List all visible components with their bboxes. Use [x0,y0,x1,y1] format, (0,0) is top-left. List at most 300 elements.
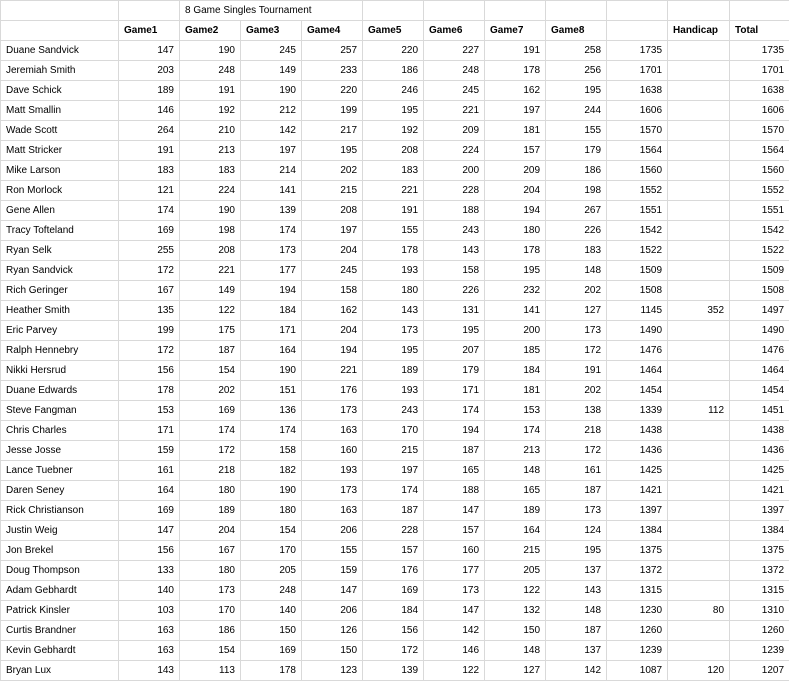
game-score-cell[interactable]: 204 [485,181,546,201]
game-score-cell[interactable]: 215 [363,441,424,461]
player-name-cell[interactable]: Doug Thompson [1,561,119,581]
game-score-cell[interactable]: 245 [424,81,485,101]
game-score-cell[interactable]: 217 [302,121,363,141]
game-score-cell[interactable]: 163 [119,621,180,641]
player-name-cell[interactable]: Duane Edwards [1,381,119,401]
game-score-cell[interactable]: 221 [180,261,241,281]
game-score-cell[interactable]: 193 [363,261,424,281]
game-score-cell[interactable]: 207 [424,341,485,361]
game-score-cell[interactable]: 190 [241,81,302,101]
total-cell[interactable]: 1564 [730,141,789,161]
subtotal-cell[interactable]: 1260 [607,621,668,641]
subtotal-cell[interactable]: 1230 [607,601,668,621]
game-score-cell[interactable]: 188 [424,201,485,221]
player-name-cell[interactable]: Ryan Sandvick [1,261,119,281]
subtotal-cell[interactable]: 1701 [607,61,668,81]
total-cell[interactable]: 1454 [730,381,789,401]
subtotal-cell[interactable]: 1438 [607,421,668,441]
game-score-cell[interactable]: 210 [180,121,241,141]
player-name-cell[interactable]: Eric Parvey [1,321,119,341]
game-score-cell[interactable]: 202 [180,381,241,401]
game-score-cell[interactable]: 131 [424,301,485,321]
subtotal-cell[interactable]: 1384 [607,521,668,541]
game-score-cell[interactable]: 148 [485,641,546,661]
game-score-cell[interactable]: 155 [302,541,363,561]
game-score-cell[interactable]: 172 [546,441,607,461]
total-cell[interactable]: 1372 [730,561,789,581]
game-score-cell[interactable]: 194 [485,201,546,221]
game-score-cell[interactable]: 245 [302,261,363,281]
game-score-cell[interactable]: 213 [180,141,241,161]
game-score-cell[interactable]: 137 [546,561,607,581]
subtotal-cell[interactable]: 1372 [607,561,668,581]
subtotal-cell[interactable]: 1509 [607,261,668,281]
game-score-cell[interactable]: 246 [363,81,424,101]
game-score-cell[interactable]: 191 [180,81,241,101]
header-name[interactable] [1,21,119,41]
game-score-cell[interactable]: 192 [180,101,241,121]
game-score-cell[interactable]: 169 [119,221,180,241]
game-score-cell[interactable]: 147 [424,601,485,621]
game-score-cell[interactable]: 264 [119,121,180,141]
game-score-cell[interactable]: 133 [119,561,180,581]
game-score-cell[interactable]: 248 [241,581,302,601]
game-score-cell[interactable]: 156 [363,621,424,641]
game-score-cell[interactable]: 174 [363,481,424,501]
game-score-cell[interactable]: 165 [485,481,546,501]
player-name-cell[interactable]: Matt Stricker [1,141,119,161]
game-score-cell[interactable]: 122 [485,581,546,601]
game-score-cell[interactable]: 187 [424,441,485,461]
game-score-cell[interactable]: 198 [546,181,607,201]
game-score-cell[interactable]: 189 [363,361,424,381]
player-name-cell[interactable]: Jesse Josse [1,441,119,461]
game-score-cell[interactable]: 200 [485,321,546,341]
player-name-cell[interactable]: Daren Seney [1,481,119,501]
game-score-cell[interactable]: 195 [424,321,485,341]
game-score-cell[interactable]: 195 [363,101,424,121]
game-score-cell[interactable]: 245 [241,41,302,61]
game-score-cell[interactable]: 212 [241,101,302,121]
game-score-cell[interactable]: 142 [546,661,607,681]
game-score-cell[interactable]: 197 [363,461,424,481]
game-score-cell[interactable]: 195 [485,261,546,281]
header-game7[interactable]: Game7 [485,21,546,41]
game-score-cell[interactable]: 228 [424,181,485,201]
game-score-cell[interactable]: 220 [363,41,424,61]
game-score-cell[interactable]: 195 [546,81,607,101]
game-score-cell[interactable]: 243 [363,401,424,421]
game-score-cell[interactable]: 159 [119,441,180,461]
handicap-cell[interactable] [668,361,730,381]
game-score-cell[interactable]: 141 [485,301,546,321]
total-cell[interactable]: 1397 [730,501,789,521]
total-cell[interactable]: 1315 [730,581,789,601]
handicap-cell[interactable] [668,281,730,301]
game-score-cell[interactable]: 197 [302,221,363,241]
game-score-cell[interactable]: 170 [363,421,424,441]
subtotal-cell[interactable]: 1551 [607,201,668,221]
game-score-cell[interactable]: 189 [180,501,241,521]
game-score-cell[interactable]: 221 [302,361,363,381]
total-cell[interactable]: 1464 [730,361,789,381]
subtotal-cell[interactable]: 1560 [607,161,668,181]
game-score-cell[interactable]: 194 [241,281,302,301]
subtotal-cell[interactable]: 1606 [607,101,668,121]
game-score-cell[interactable]: 155 [363,221,424,241]
game-score-cell[interactable]: 165 [424,461,485,481]
handicap-cell[interactable] [668,521,730,541]
header-total[interactable]: Total [730,21,789,41]
game-score-cell[interactable]: 226 [424,281,485,301]
game-score-cell[interactable]: 191 [546,361,607,381]
total-cell[interactable]: 1425 [730,461,789,481]
header-game6[interactable]: Game6 [424,21,485,41]
game-score-cell[interactable]: 124 [546,521,607,541]
game-score-cell[interactable]: 126 [302,621,363,641]
game-score-cell[interactable]: 206 [302,601,363,621]
total-cell[interactable]: 1239 [730,641,789,661]
handicap-cell[interactable] [668,461,730,481]
game-score-cell[interactable]: 174 [180,421,241,441]
subtotal-cell[interactable]: 1570 [607,121,668,141]
game-score-cell[interactable]: 171 [424,381,485,401]
game-score-cell[interactable]: 139 [241,201,302,221]
total-cell[interactable]: 1542 [730,221,789,241]
handicap-cell[interactable] [668,321,730,341]
player-name-cell[interactable]: Ryan Selk [1,241,119,261]
game-score-cell[interactable]: 158 [424,261,485,281]
game-score-cell[interactable]: 174 [424,401,485,421]
game-score-cell[interactable]: 127 [546,301,607,321]
cell[interactable] [485,1,546,21]
game-score-cell[interactable]: 190 [180,41,241,61]
player-name-cell[interactable]: Adam Gebhardt [1,581,119,601]
game-score-cell[interactable]: 202 [302,161,363,181]
game-score-cell[interactable]: 195 [302,141,363,161]
game-score-cell[interactable]: 193 [302,461,363,481]
player-name-cell[interactable]: Bryan Lux [1,661,119,681]
total-cell[interactable]: 1552 [730,181,789,201]
game-score-cell[interactable]: 172 [119,261,180,281]
game-score-cell[interactable]: 167 [119,281,180,301]
game-score-cell[interactable]: 148 [546,261,607,281]
total-cell[interactable]: 1701 [730,61,789,81]
game-score-cell[interactable]: 208 [363,141,424,161]
cell[interactable] [363,1,424,21]
game-score-cell[interactable]: 199 [302,101,363,121]
game-score-cell[interactable]: 195 [546,541,607,561]
handicap-cell[interactable] [668,161,730,181]
game-score-cell[interactable]: 226 [546,221,607,241]
subtotal-cell[interactable]: 1436 [607,441,668,461]
player-name-cell[interactable]: Jon Brekel [1,541,119,561]
game-score-cell[interactable]: 172 [180,441,241,461]
handicap-cell[interactable] [668,181,730,201]
game-score-cell[interactable]: 194 [424,421,485,441]
game-score-cell[interactable]: 203 [119,61,180,81]
player-name-cell[interactable]: Heather Smith [1,301,119,321]
game-score-cell[interactable]: 158 [241,441,302,461]
game-score-cell[interactable]: 183 [119,161,180,181]
game-score-cell[interactable]: 197 [241,141,302,161]
handicap-cell[interactable] [668,501,730,521]
game-score-cell[interactable]: 185 [485,341,546,361]
game-score-cell[interactable]: 103 [119,601,180,621]
game-score-cell[interactable]: 187 [546,481,607,501]
game-score-cell[interactable]: 157 [424,521,485,541]
total-cell[interactable]: 1522 [730,241,789,261]
player-name-cell[interactable]: Nikki Hersrud [1,361,119,381]
handicap-cell[interactable] [668,481,730,501]
game-score-cell[interactable]: 248 [424,61,485,81]
game-score-cell[interactable]: 187 [363,501,424,521]
game-score-cell[interactable]: 243 [424,221,485,241]
game-score-cell[interactable]: 221 [424,101,485,121]
game-score-cell[interactable]: 170 [180,601,241,621]
game-score-cell[interactable]: 135 [119,301,180,321]
game-score-cell[interactable]: 138 [546,401,607,421]
game-score-cell[interactable]: 174 [485,421,546,441]
game-score-cell[interactable]: 180 [363,281,424,301]
game-score-cell[interactable]: 173 [180,581,241,601]
game-score-cell[interactable]: 160 [302,441,363,461]
game-score-cell[interactable]: 227 [424,41,485,61]
game-score-cell[interactable]: 172 [363,641,424,661]
game-score-cell[interactable]: 154 [241,521,302,541]
total-cell[interactable]: 1384 [730,521,789,541]
game-score-cell[interactable]: 169 [180,401,241,421]
subtotal-cell[interactable]: 1315 [607,581,668,601]
game-score-cell[interactable]: 257 [302,41,363,61]
game-score-cell[interactable]: 191 [485,41,546,61]
game-score-cell[interactable]: 143 [363,301,424,321]
game-score-cell[interactable]: 197 [485,101,546,121]
game-score-cell[interactable]: 184 [241,301,302,321]
game-score-cell[interactable]: 174 [241,221,302,241]
subtotal-cell[interactable]: 1425 [607,461,668,481]
game-score-cell[interactable]: 218 [180,461,241,481]
player-name-cell[interactable]: Chris Charles [1,421,119,441]
game-score-cell[interactable]: 142 [424,621,485,641]
game-score-cell[interactable]: 147 [119,521,180,541]
handicap-cell[interactable] [668,81,730,101]
handicap-cell[interactable] [668,421,730,441]
game-score-cell[interactable]: 164 [485,521,546,541]
header-handicap[interactable]: Handicap [668,21,730,41]
total-cell[interactable]: 1509 [730,261,789,281]
game-score-cell[interactable]: 195 [363,341,424,361]
game-score-cell[interactable]: 183 [180,161,241,181]
game-score-cell[interactable]: 156 [119,541,180,561]
game-score-cell[interactable]: 147 [424,501,485,521]
game-score-cell[interactable]: 248 [180,61,241,81]
game-score-cell[interactable]: 159 [302,561,363,581]
game-score-cell[interactable]: 177 [241,261,302,281]
game-score-cell[interactable]: 158 [302,281,363,301]
game-score-cell[interactable]: 174 [241,421,302,441]
game-score-cell[interactable]: 221 [363,181,424,201]
game-score-cell[interactable]: 143 [119,661,180,681]
game-score-cell[interactable]: 208 [302,201,363,221]
handicap-cell[interactable] [668,381,730,401]
game-score-cell[interactable]: 180 [180,481,241,501]
game-score-cell[interactable]: 136 [241,401,302,421]
handicap-cell[interactable] [668,241,730,261]
subtotal-cell[interactable]: 1339 [607,401,668,421]
subtotal-cell[interactable]: 1421 [607,481,668,501]
game-score-cell[interactable]: 163 [119,641,180,661]
total-cell[interactable]: 1476 [730,341,789,361]
handicap-cell[interactable] [668,441,730,461]
subtotal-cell[interactable]: 1564 [607,141,668,161]
handicap-cell[interactable]: 352 [668,301,730,321]
game-score-cell[interactable]: 258 [546,41,607,61]
game-score-cell[interactable]: 179 [424,361,485,381]
game-score-cell[interactable]: 173 [302,481,363,501]
game-score-cell[interactable]: 137 [546,641,607,661]
handicap-cell[interactable] [668,141,730,161]
game-score-cell[interactable]: 146 [119,101,180,121]
game-score-cell[interactable]: 213 [485,441,546,461]
game-score-cell[interactable]: 186 [363,61,424,81]
game-score-cell[interactable]: 224 [424,141,485,161]
game-score-cell[interactable]: 189 [119,81,180,101]
game-score-cell[interactable]: 183 [546,241,607,261]
handicap-cell[interactable] [668,61,730,81]
handicap-cell[interactable] [668,261,730,281]
game-score-cell[interactable]: 173 [363,321,424,341]
header-subtotal[interactable] [607,21,668,41]
subtotal-cell[interactable]: 1735 [607,41,668,61]
game-score-cell[interactable]: 163 [302,501,363,521]
player-name-cell[interactable]: Justin Weig [1,521,119,541]
game-score-cell[interactable]: 244 [546,101,607,121]
game-score-cell[interactable]: 187 [546,621,607,641]
game-score-cell[interactable]: 173 [302,401,363,421]
cell[interactable] [730,1,789,21]
subtotal-cell[interactable]: 1087 [607,661,668,681]
game-score-cell[interactable]: 122 [180,301,241,321]
game-score-cell[interactable]: 157 [363,541,424,561]
game-score-cell[interactable]: 189 [485,501,546,521]
game-score-cell[interactable]: 153 [119,401,180,421]
subtotal-cell[interactable]: 1522 [607,241,668,261]
header-game1[interactable]: Game1 [119,21,180,41]
handicap-cell[interactable] [668,201,730,221]
game-score-cell[interactable]: 172 [119,341,180,361]
handicap-cell[interactable] [668,221,730,241]
handicap-cell[interactable] [668,581,730,601]
game-score-cell[interactable]: 141 [241,181,302,201]
player-name-cell[interactable]: Duane Sandvick [1,41,119,61]
total-cell[interactable]: 1735 [730,41,789,61]
game-score-cell[interactable]: 147 [119,41,180,61]
game-score-cell[interactable]: 143 [546,581,607,601]
player-name-cell[interactable]: Wade Scott [1,121,119,141]
total-cell[interactable]: 1451 [730,401,789,421]
game-score-cell[interactable]: 182 [241,461,302,481]
game-score-cell[interactable]: 204 [302,241,363,261]
game-score-cell[interactable]: 148 [485,461,546,481]
subtotal-cell[interactable]: 1454 [607,381,668,401]
game-score-cell[interactable]: 233 [302,61,363,81]
player-name-cell[interactable]: Rick Christianson [1,501,119,521]
total-cell[interactable]: 1375 [730,541,789,561]
game-score-cell[interactable]: 202 [546,381,607,401]
cell[interactable] [607,1,668,21]
subtotal-cell[interactable]: 1552 [607,181,668,201]
game-score-cell[interactable]: 148 [546,601,607,621]
game-score-cell[interactable]: 180 [241,501,302,521]
game-score-cell[interactable]: 199 [119,321,180,341]
game-score-cell[interactable]: 198 [180,221,241,241]
game-score-cell[interactable]: 169 [119,501,180,521]
game-score-cell[interactable]: 171 [241,321,302,341]
subtotal-cell[interactable]: 1542 [607,221,668,241]
header-game3[interactable]: Game3 [241,21,302,41]
subtotal-cell[interactable]: 1638 [607,81,668,101]
handicap-cell[interactable] [668,121,730,141]
game-score-cell[interactable]: 175 [180,321,241,341]
game-score-cell[interactable]: 224 [180,181,241,201]
handicap-cell[interactable] [668,621,730,641]
player-name-cell[interactable]: Curtis Brandner [1,621,119,641]
subtotal-cell[interactable]: 1397 [607,501,668,521]
game-score-cell[interactable]: 161 [546,461,607,481]
game-score-cell[interactable]: 151 [241,381,302,401]
player-name-cell[interactable]: Rich Geringer [1,281,119,301]
game-score-cell[interactable]: 167 [180,541,241,561]
game-score-cell[interactable]: 142 [241,121,302,141]
sheet-title[interactable]: 8 Game Singles Tournament [180,1,363,21]
game-score-cell[interactable]: 218 [546,421,607,441]
game-score-cell[interactable]: 205 [241,561,302,581]
game-score-cell[interactable]: 228 [363,521,424,541]
subtotal-cell[interactable]: 1464 [607,361,668,381]
game-score-cell[interactable]: 164 [241,341,302,361]
game-score-cell[interactable]: 143 [424,241,485,261]
header-game4[interactable]: Game4 [302,21,363,41]
game-score-cell[interactable]: 181 [485,381,546,401]
game-score-cell[interactable]: 173 [546,321,607,341]
total-cell[interactable]: 1551 [730,201,789,221]
handicap-cell[interactable] [668,561,730,581]
game-score-cell[interactable]: 140 [241,601,302,621]
game-score-cell[interactable]: 205 [485,561,546,581]
game-score-cell[interactable]: 172 [546,341,607,361]
game-score-cell[interactable]: 178 [485,241,546,261]
cell[interactable] [119,1,180,21]
game-score-cell[interactable]: 178 [241,661,302,681]
game-score-cell[interactable]: 178 [119,381,180,401]
cell[interactable] [1,1,119,21]
game-score-cell[interactable]: 150 [241,621,302,641]
subtotal-cell[interactable]: 1375 [607,541,668,561]
total-cell[interactable]: 1560 [730,161,789,181]
subtotal-cell[interactable]: 1476 [607,341,668,361]
game-score-cell[interactable]: 190 [241,361,302,381]
header-game8[interactable]: Game8 [546,21,607,41]
game-score-cell[interactable]: 153 [485,401,546,421]
handicap-cell[interactable]: 120 [668,661,730,681]
game-score-cell[interactable]: 209 [485,161,546,181]
game-score-cell[interactable]: 200 [424,161,485,181]
game-score-cell[interactable]: 155 [546,121,607,141]
game-score-cell[interactable]: 181 [485,121,546,141]
game-score-cell[interactable]: 169 [363,581,424,601]
game-score-cell[interactable]: 267 [546,201,607,221]
